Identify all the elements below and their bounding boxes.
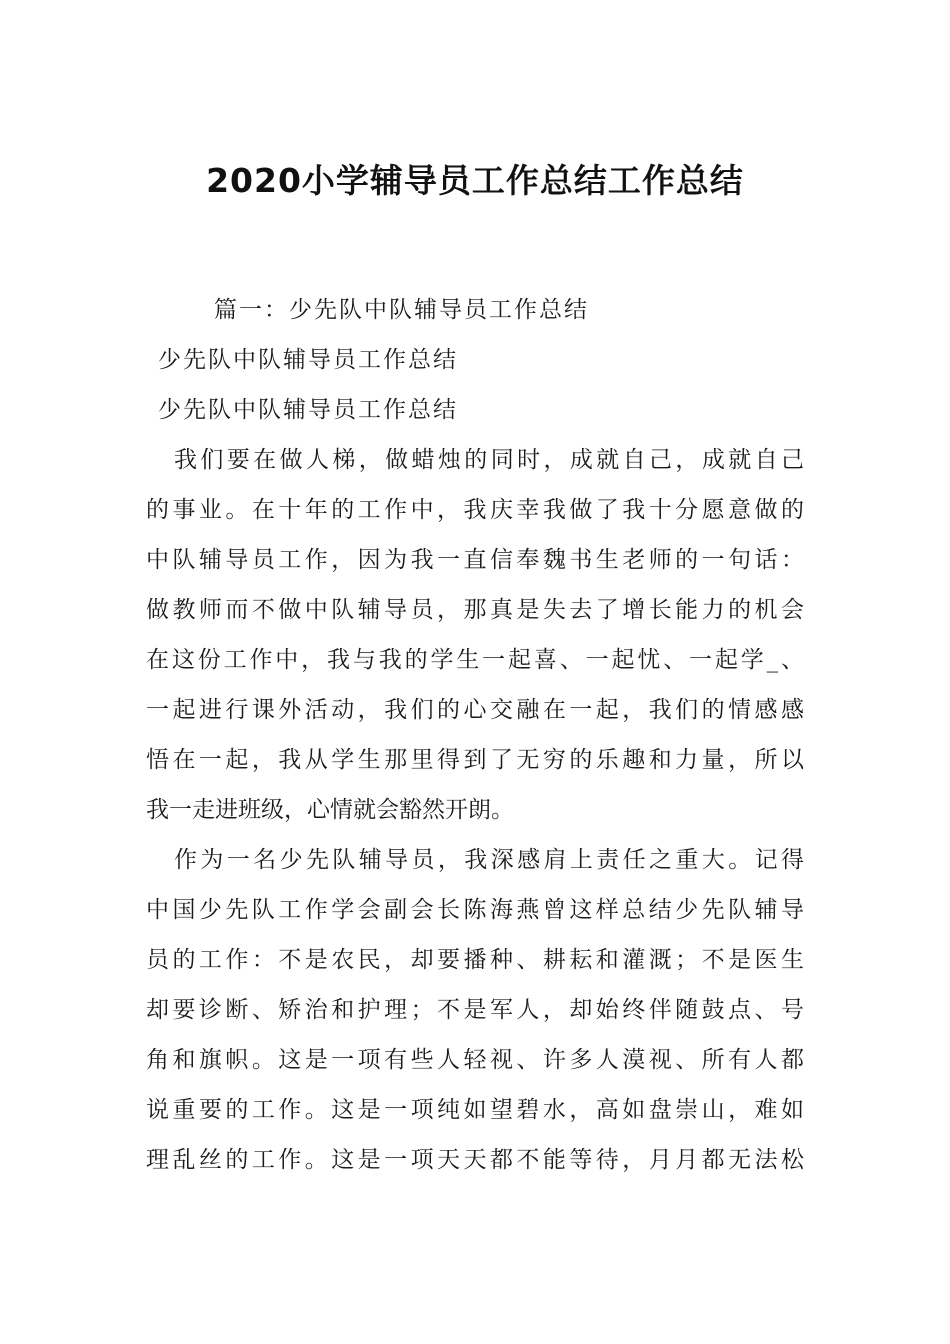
document-title: 2020小学辅导员工作总结工作总结 [206, 161, 744, 200]
paragraph-line: 作为一名少先队辅导员，我深感肩上责任之重大。记得 [174, 847, 804, 873]
subtitle-line: 少先队中队辅导员工作总结 [158, 397, 458, 423]
paragraph-line: 中队辅导员工作，因为我一直信奉魏书生老师的一句话： [146, 547, 804, 573]
paragraph-line: 一起进行课外活动，我们的心交融在一起，我们的情感感 [146, 697, 804, 723]
paragraph-line: 说重要的工作。这是一项纯如望碧水，高如盘崇山，难如 [146, 1097, 804, 1123]
subtitle-line: 少先队中队辅导员工作总结 [158, 347, 458, 373]
paragraph-line: 我一走进班级，心情就会豁然开朗。 [146, 797, 514, 823]
paragraph-line: 理乱丝的工作。这是一项天天都不能等待，月月都无法松 [146, 1147, 804, 1173]
paragraph-line: 中国少先队工作学会副会长陈海燕曾这样总结少先队辅导 [146, 897, 804, 923]
paragraph-line: 的事业。在十年的工作中，我庆幸我做了我十分愿意做的 [146, 497, 804, 523]
paragraph-line: 在这份工作中，我与我的学生一起喜、一起忧、一起学_、 [146, 647, 804, 673]
paragraph-line: 却要诊断、矫治和护理；不是军人，却始终伴随鼓点、号 [146, 997, 804, 1023]
paragraph-line: 做教师而不做中队辅导员，那真是失去了增长能力的机会 [146, 597, 804, 623]
paragraph-line: 悟在一起，我从学生那里得到了无穷的乐趣和力量，所以 [146, 747, 804, 773]
section-heading: 篇一：少先队中队辅导员工作总结 [214, 297, 589, 323]
paragraph-line: 员的工作：不是农民，却要播种、耕耘和灌溉；不是医生 [146, 947, 804, 973]
paragraph-line: 我们要在做人梯，做蜡烛的同时，成就自己，成就自己 [174, 447, 804, 473]
paragraph-line: 角和旗帜。这是一项有些人轻视、许多人漠视、所有人都 [146, 1047, 804, 1073]
